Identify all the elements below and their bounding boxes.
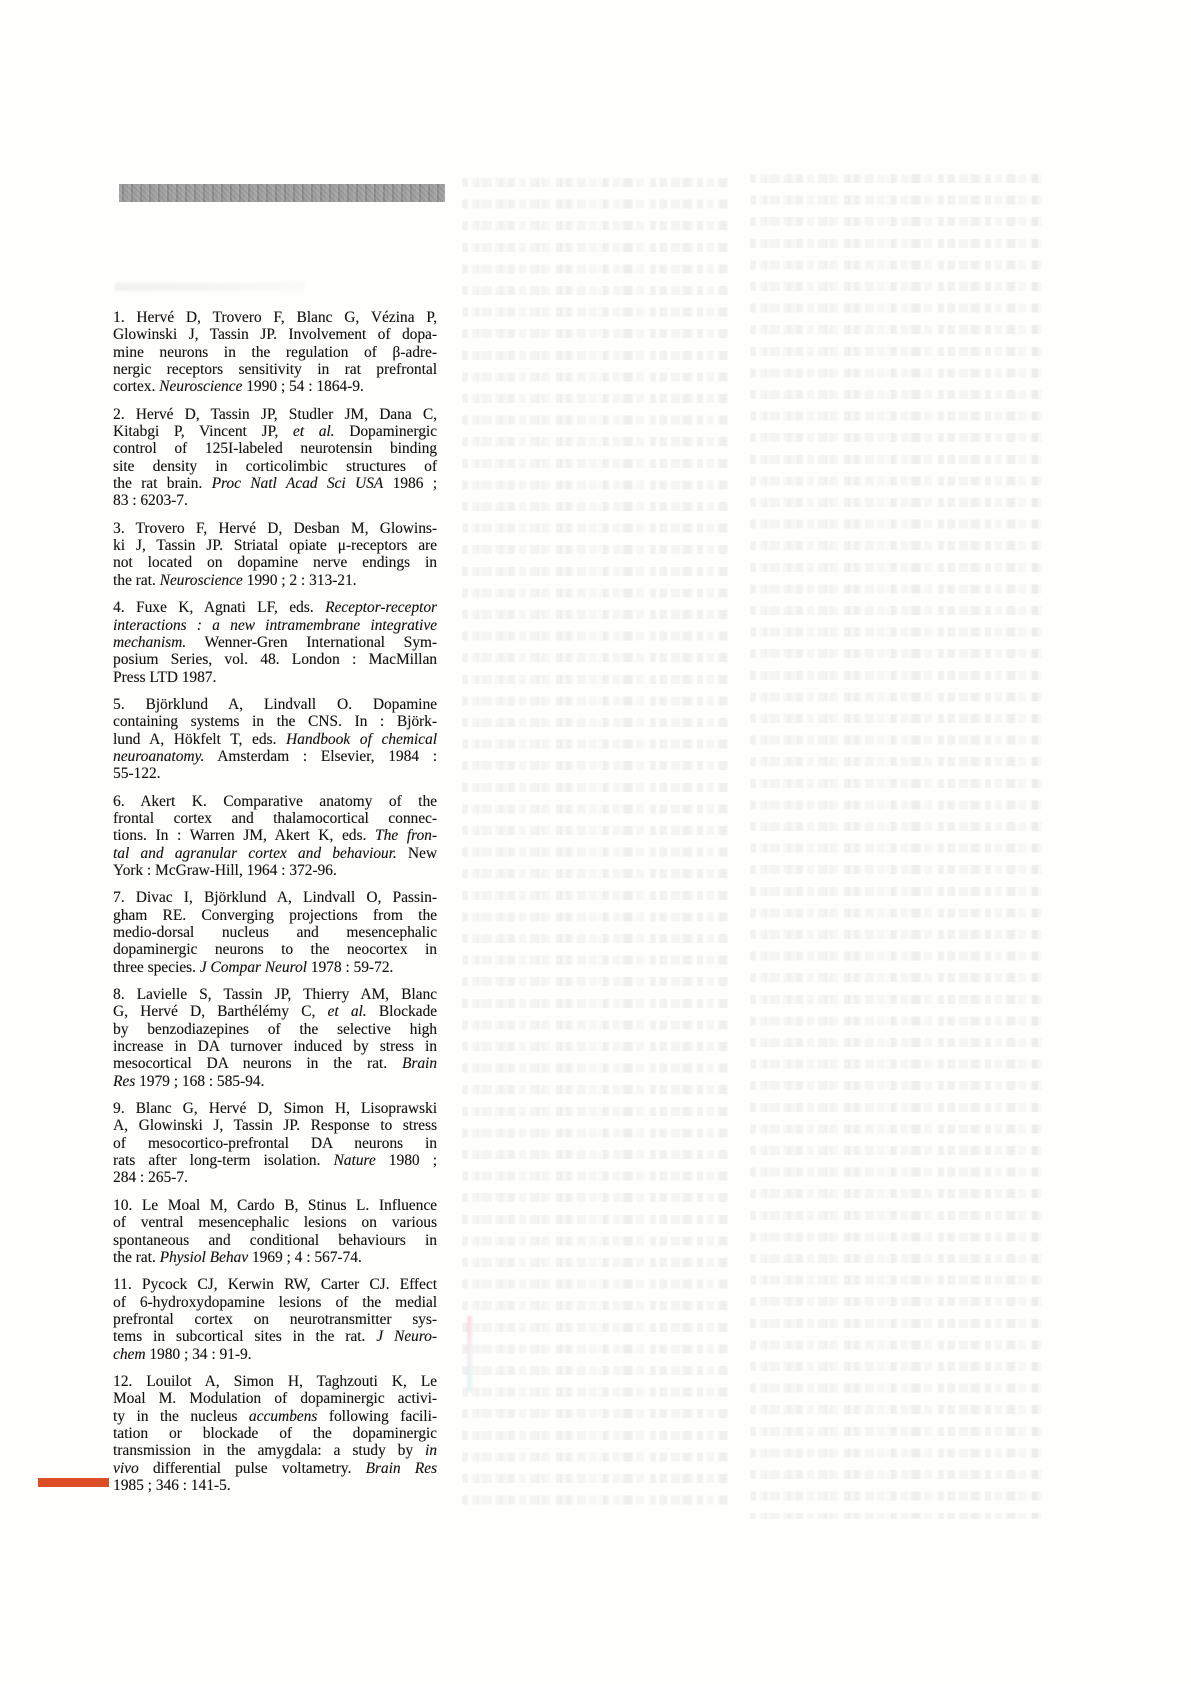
reference-item xyxy=(113,406,437,510)
reference-line: mechanism. Wenner-Gren International Sym- xyxy=(113,633,437,651)
reference-line: neuroanatomy. Amsterdam : Elsevier, 1984 : xyxy=(113,747,437,765)
reference-line: ki J, Tassin JP. Striatal opiate μ-receptors are xyxy=(113,537,437,555)
reference-line: containing systems in the CNS. In : Björk- xyxy=(113,713,437,731)
reference-line: of 6-hydroxydopamine lesions of the medial xyxy=(113,1293,437,1311)
reference-line: 4. Fuxe K, Agnati LF, eds. Receptor-receptor xyxy=(113,599,437,617)
reference-line: not located on dopamine nerve endings in xyxy=(113,554,437,572)
reference-line: 55-122. xyxy=(113,765,161,783)
reference-line: 2. Hervé D, Tassin JP, Studler JM, Dana C, xyxy=(113,405,437,423)
reference-line: 1985 ; 346 : 141-5. xyxy=(113,1476,231,1494)
reference-line: the rat. Neuroscience 1990 ; 2 : 313-21. xyxy=(113,571,357,589)
scan-artifact-bar xyxy=(119,184,445,202)
reference-line: mine neurons in the regulation of β-adre- xyxy=(113,343,437,361)
reference-line: 1. Hervé D, Trovero F, Blanc G, Vézina P, xyxy=(113,309,437,326)
reference-line: chem 1980 ; 34 : 91-9. xyxy=(113,1345,252,1363)
reference-line: lund A, Hökfelt T, eds. Handbook of chemical xyxy=(113,730,437,748)
reference-line: Res 1979 ; 168 : 585-94. xyxy=(113,1072,265,1090)
reference-line: 83 : 6203-7. xyxy=(113,492,188,510)
reference-line: gham RE. Converging projections from the xyxy=(113,906,437,924)
reference-line: spontaneous and conditional behaviours in xyxy=(113,1231,437,1249)
reference-item xyxy=(113,696,437,783)
reference-line: G, Hervé D, Barthélémy C, et al. Blockade xyxy=(113,1003,438,1021)
reference-line: 7. Divac I, Björklund A, Lindvall O, Passin- xyxy=(113,889,437,907)
reference-line: rats after long-term isolation. Nature 1980 ; xyxy=(113,1152,437,1170)
reference-line: increase in DA turnover induced by stress in xyxy=(113,1038,437,1056)
reference-item xyxy=(113,1276,437,1363)
reference-line: transmission in the amygdala: a study by in xyxy=(113,1442,437,1460)
reference-line: the rat. Physiol Behav 1969 ; 4 : 567-74. xyxy=(113,1248,362,1266)
reference-line: Kitabgi P, Vincent JP, et al. Dopaminergic xyxy=(113,423,437,441)
reference-item xyxy=(113,1197,437,1266)
reference-line: 284 : 265-7. xyxy=(113,1169,188,1187)
reference-item xyxy=(113,889,437,976)
reference-line: the rat brain. Proc Natl Acad Sci USA 1986 ; xyxy=(113,475,437,493)
bleed-through-text-column-left xyxy=(462,178,730,1510)
reference-line: 3. Trovero F, Hervé D, Desban M, Glowins- xyxy=(113,519,437,537)
reference-line: York : McGraw-Hill, 1964 : 372-96. xyxy=(113,861,337,879)
reference-line: 9. Blanc G, Hervé D, Simon H, Lisoprawski xyxy=(113,1100,437,1118)
reference-line: tions. In : Warren JM, Akert K, eds. The fron- xyxy=(113,827,437,845)
reference-item xyxy=(113,520,437,589)
faint-ink-smudge xyxy=(115,283,305,291)
reference-line: of mesocortico-prefrontal DA neurons in xyxy=(113,1134,437,1152)
reference-line: Glowinski J, Tassin JP. Involvement of dopa- xyxy=(113,326,437,344)
reference-line: prefrontal cortex on neurotransmitter sys- xyxy=(113,1310,437,1328)
reference-line: 8. Lavielle S, Tassin JP, Thierry AM, Blanc xyxy=(113,986,437,1004)
reference-line: interactions : a new intramembrane integrative xyxy=(113,616,437,634)
reference-item xyxy=(113,309,437,396)
reference-line: 11. Pycock CJ, Kerwin RW, Carter CJ. Effect xyxy=(113,1276,437,1294)
reference-line: frontal cortex and thalamocortical connec- xyxy=(113,809,437,827)
pink-scan-smudge xyxy=(467,1316,472,1392)
reference-line: nergic receptors sensitivity in rat prefrontal xyxy=(113,361,437,379)
reference-item xyxy=(113,1100,437,1187)
reference-line: 6. Akert K. Comparative anatomy of the xyxy=(113,792,437,810)
reference-line: Moal M. Modulation of dopaminergic activi- xyxy=(113,1390,437,1408)
reference-line: posium Series, vol. 48. London : MacMillan xyxy=(113,651,437,669)
reference-item xyxy=(113,599,437,686)
reference-line: control of 125I-labeled neurotensin binding xyxy=(113,440,437,458)
reference-line: of ventral mesencephalic lesions on various xyxy=(113,1214,437,1232)
reference-line: 12. Louilot A, Simon H, Taghzouti K, Le xyxy=(113,1372,437,1390)
reference-line: 10. Le Moal M, Cardo B, Stinus L. Influence xyxy=(113,1196,437,1214)
reference-line: cortex. Neuroscience 1990 ; 54 : 1864-9. xyxy=(113,378,364,396)
reference-line: site density in corticolimbic structures of xyxy=(113,457,437,475)
reference-line: medio-dorsal nucleus and mesencephalic xyxy=(113,924,437,941)
reference-line: A, Glowinski J, Tassin JP. Response to stress xyxy=(113,1117,437,1135)
reference-line: tation or blockade of the dopaminergic xyxy=(113,1424,437,1442)
reference-line: three species. J Compar Neurol 1978 : 59-72. xyxy=(113,958,394,976)
bleed-through-text-column-right xyxy=(750,174,1042,1519)
red-margin-mark xyxy=(38,1478,109,1487)
reference-line: tal and agranular cortex and behaviour. New xyxy=(113,844,437,862)
reference-item xyxy=(113,793,437,880)
reference-line: mesocortical DA neurons in the rat. Brain xyxy=(113,1055,437,1073)
reference-line: Press LTD 1987. xyxy=(113,668,217,686)
references-list xyxy=(113,309,437,1504)
reference-line: vivo differential pulse voltametry. Brain Res xyxy=(113,1459,437,1477)
reference-item xyxy=(113,1373,437,1494)
reference-line: by benzodiazepines of the selective high xyxy=(113,1020,437,1038)
reference-line: 5. Björklund A, Lindvall O. Dopamine xyxy=(113,695,437,713)
reference-item xyxy=(113,986,437,1090)
reference-line: ty in the nucleus accumbens following facili- xyxy=(113,1407,437,1425)
reference-line: dopaminergic neurons to the neocortex in xyxy=(113,941,437,959)
reference-line: tems in subcortical sites in the rat. J Neuro- xyxy=(113,1328,437,1346)
